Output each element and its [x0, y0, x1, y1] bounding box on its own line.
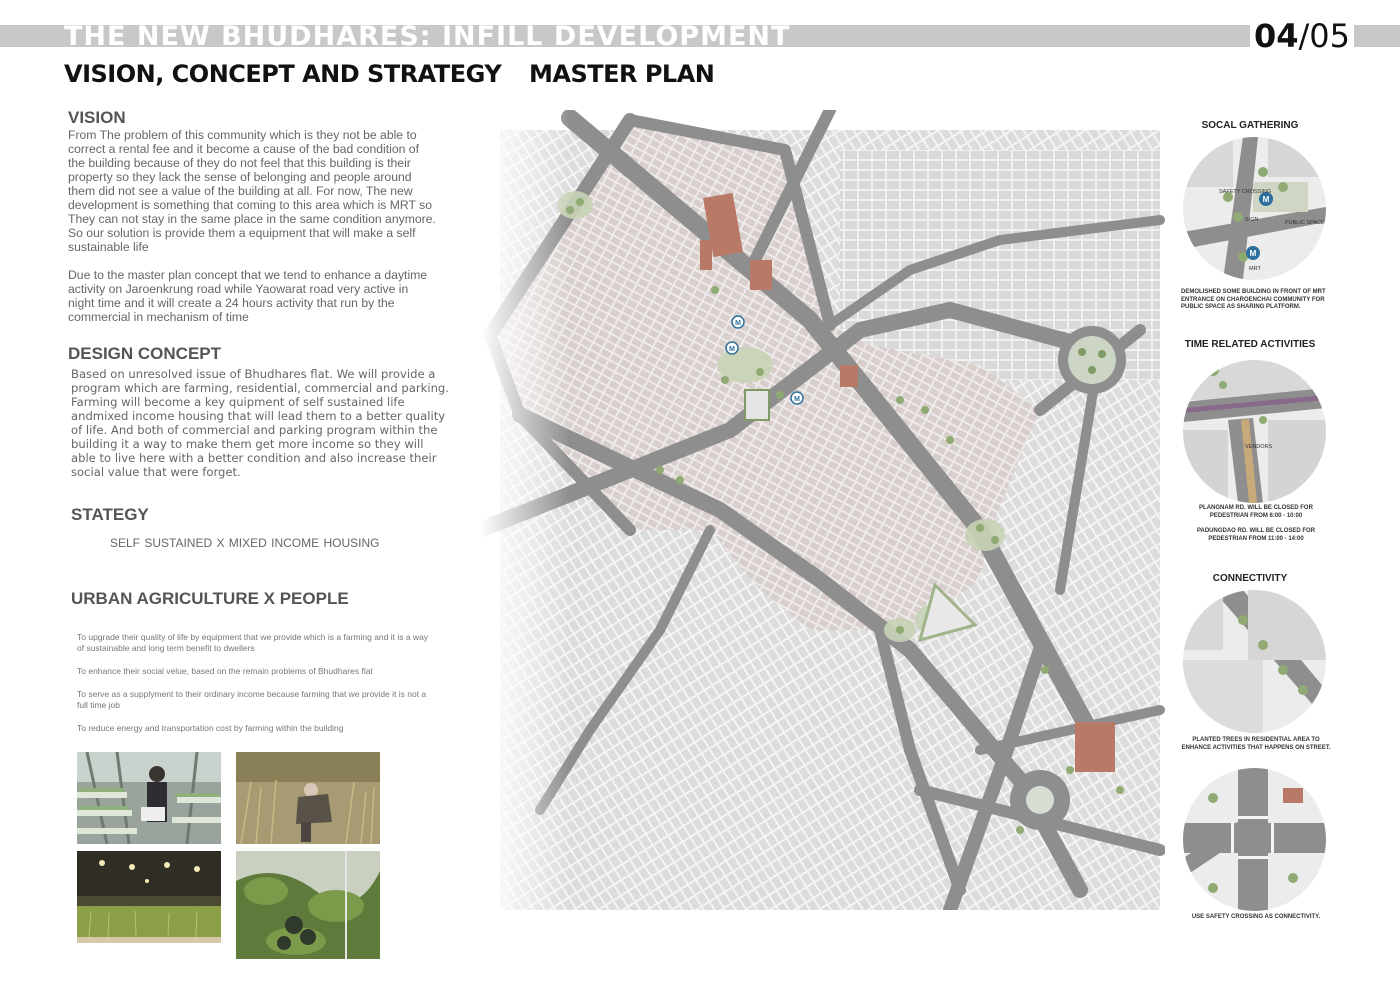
page-total: /05	[1298, 17, 1350, 55]
label-mrt: MRT	[1249, 266, 1261, 272]
photo-vertical-farm-worker	[77, 752, 221, 844]
photo-indoor-farm	[77, 851, 221, 943]
social-mrt-icon-2: M	[1249, 249, 1257, 258]
time-activities-title: TIME RELATED ACTIVITIES	[1184, 339, 1316, 350]
vision-paragraph-1: From The problem of this community which is they not be able to correct a rental fee and it become a cause of the bad condition of the building because of they do not feel that this building is their property so they lack the sense of belonging and people around them did not see a value of the building at all. For now, The new development is something that coming to this area which is MRT so They can not stay in the same place in the same condition anymore. So our solution is provide them a equipment that will make a self sustainable life	[68, 128, 436, 254]
connectivity-title: CONNECTIVITY	[1212, 573, 1288, 584]
connectivity-diagram	[1183, 590, 1326, 733]
section-title-vision-concept: VISION, CONCEPT AND STRATEGY	[64, 60, 502, 88]
social-gathering-title: SOCAL GATHERING	[1201, 120, 1299, 131]
social-gathering-note: DEMOLISHED SOME BUILDING IN FRONT OF MRT ENTRANCE ON CHAROENCHAI COMMUNITY FOR PUBLIC SPACE AS SHARING PLATFORM.	[1181, 289, 1326, 310]
page-current: 04	[1253, 17, 1299, 55]
design-concept-text: Based on unresolved issue of Bhudhares flat. We will provide a program which are farming, residential, commercial and parking. Farming will become a key quipment of self sustained life andmixed income housing that will lead them to a better quality of life. And both of commercial and parking program within the building it a way to make them get more income so they will able to live here with a better condition and also increase their social value that were forget.	[71, 367, 449, 479]
vision-text	[68, 128, 438, 338]
page-number	[1250, 16, 1354, 56]
ua-item: To serve as a supplyment to their ordinary income because farming that we provide it is not a full time job	[77, 689, 427, 710]
photo-rice-harvest	[236, 752, 380, 844]
strategy-heading: STATEGY	[71, 505, 149, 524]
padungdao-note: PADUNGDAO RD. WILL BE CLOSED FOR PEDESTRIAN FROM 11:00 - 14:00	[1196, 528, 1316, 542]
safety-crossing-note: USE SAFETY CROSSING AS CONNECTIVITY.	[1191, 914, 1321, 920]
urban-agriculture-heading: URBAN AGRICULTURE X PEOPLE	[71, 589, 349, 608]
safety-crossing-diagram	[1183, 768, 1326, 911]
mrt-marker-1: M	[735, 320, 741, 327]
design-concept-heading: DESIGN CONCEPT	[68, 344, 222, 363]
vision-heading: VISION	[68, 108, 126, 127]
mrt-marker-3: M	[794, 396, 800, 403]
master-plan-map	[480, 110, 1165, 910]
label-vendors: VENDORS	[1245, 444, 1273, 450]
time-activities-diagram	[1183, 360, 1326, 503]
master-plan-title: MASTER PLAN	[529, 60, 715, 88]
plangnam-note: PLANGNAM RD. WILL BE CLOSED FOR PEDESTRIAN FROM 6:00 - 10:00	[1199, 505, 1313, 519]
strategy-text: SELF SUSTAINED X MIXED INCOME HOUSING	[110, 536, 380, 550]
ua-item: To reduce energy and transportation cost by farming within the building	[77, 723, 344, 733]
label-public-space: PUBLIC SPACE	[1285, 220, 1325, 226]
social-gathering-diagram	[1183, 137, 1326, 280]
social-mrt-icon: M	[1262, 195, 1270, 204]
board-title: THE NEW BHUDHARES: INFILL DEVELOPMENT	[64, 21, 791, 47]
urban-agriculture-list	[77, 632, 437, 746]
ua-item: To enhance their social velue, based on the remain problems of Bhudhares flat	[77, 666, 373, 676]
ua-item: To upgrade their quality of life by equipment that we provide which is a farming and it is a way of sustainable and long term benefit to dwellers	[77, 632, 429, 653]
label-sign: SIGN	[1245, 217, 1259, 223]
mrt-marker-2: M	[729, 346, 735, 353]
photo-melon-plant	[236, 851, 380, 959]
connectivity-note: PLANTED TREES IN RESIDENTIAL AREA TO ENHANCE ACTIVITIES THAT HAPPENS ON STREET.	[1181, 737, 1331, 751]
vision-paragraph-2: Due to the master plan concept that we tend to enhance a daytime activity on Jaroenkrung road while Yaowarat road very active in night time and it will create a 24 hours activity that run by the commercial in mechanism of time	[68, 268, 428, 324]
label-safety-crossing: SAFETY CROSSING	[1219, 189, 1272, 195]
